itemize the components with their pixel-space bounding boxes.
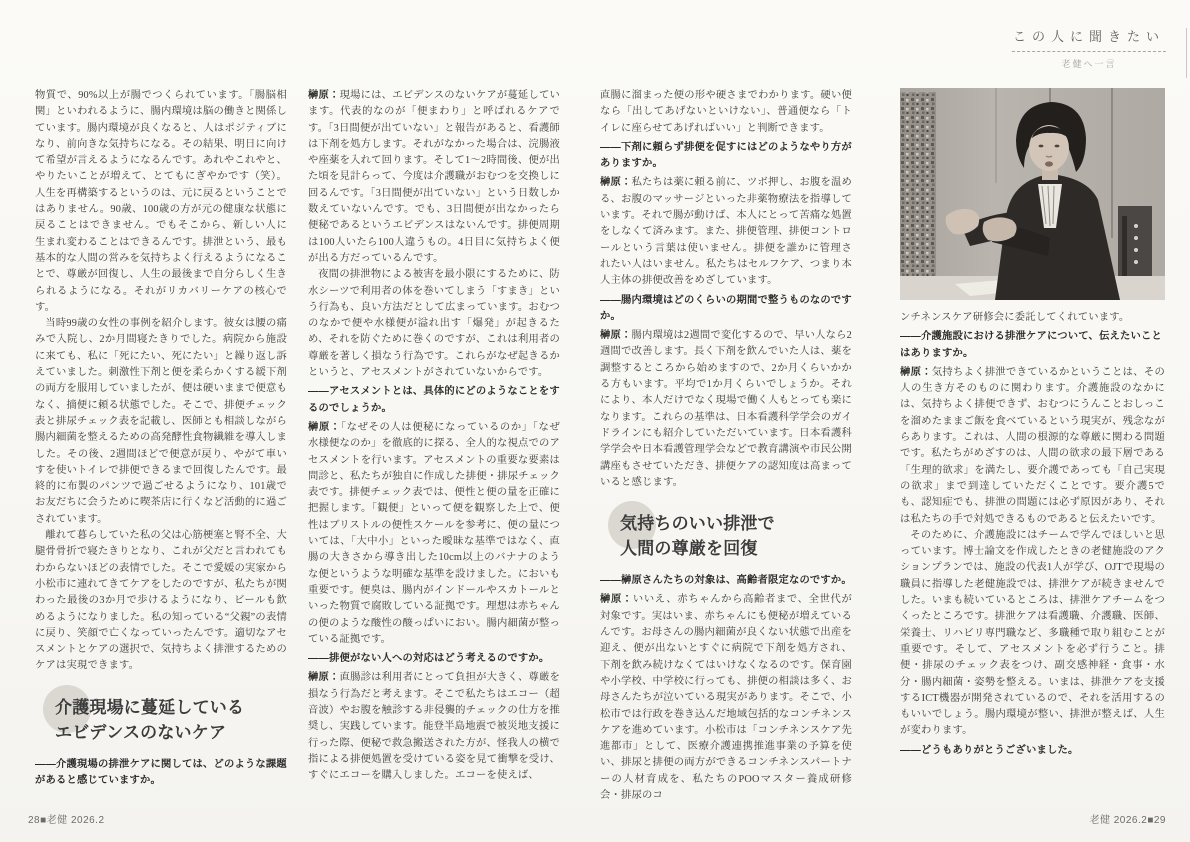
section-heading-line1: 気持ちのいい排泄で [620, 514, 775, 534]
section-heading-line2: 人間の尊厳を回復 [620, 539, 758, 559]
answer-text: 気持ちよく排泄できているかということは、その人の生き方そのものに関わります。介護施設のなかには、気持ちよく排便できず、おむつにうんことおしっこを溜めたままご飯を食べているという現実が、残念ながらあります。これは、人間の根源的な尊厳に関わる問題です。私たちがめざすのは、人間の欲求の最下層である「生理的欲求」を満たし、要介護であっても「自己実現の欲求」まで到達していただくことです。要介護5でも、認知症でも、排泄の問題には必ず原因があり、それは私たちの手で対処できるものであると伝えたいです。 [900, 366, 1165, 525]
article-column-4 [900, 88, 1165, 824]
paragraph [308, 88, 560, 267]
interview-question: ――介護現場の排泄ケアに関しては、どのような課題があると感じていますか。 [35, 758, 287, 786]
speaker-name: 榊原： [600, 177, 632, 189]
paragraph [600, 175, 852, 289]
interview-question: ――介護施設における排泄ケアについて、伝えたいことはありますか。 [900, 331, 1163, 359]
page-footer-left: 28■老健 2026.2 [28, 815, 105, 826]
paragraph: 物質で、90%以上が腸でつくられています。「腸脳相関」といわれるように、腸内環境は脳の働きと関係しています。腸内環境が良くなると、人はポジティブになり、前向きな気持ちになる。その結果、明日に向けて希望が言えるようになるんです。あれやこれやと、やりたいことが増えて、とてもにぎやかです（笑）。人生を再構築するというのは、元に戻るということではありません。90歳、100歳の方が元の健康な状態に戻ることはできません。でもそこから、新しい人に生まれ変わることはできるんです。排泄という、最も基本的な人間の営みを気持ちよく行えるようになることで、尊厳が回復し、人生の最後まで自分らしく生きられるようになる。それがリカバリーケアの核心です。 [35, 90, 287, 313]
paragraph: 夜間の排泄物による被害を最小限にするために、防水シーツで利用者の体を巻いてしまう「すまき」という行為も、良い方法だとして広まっています。おむつのなかで便や水様便が溢れ出す「爆発」が起きるため、それを防ぐために巻くのですが、これは利用者の尊厳を著しく損なう行為です。これらがなぜ起きるかというと、アセスメントがされていないからです。 [308, 269, 560, 379]
article-column-3 [600, 88, 852, 824]
answer-text: 現場には、エビデンスのないケアが蔓延しています。代表的なのが「便まわり」と呼ばれるケアです。「3日間便が出ていない」と報告があると、看護師は下剤を処方します。それがなかった場合は、浣腸液や座薬を入れて回ります。そして1〜2時間後、便が出た頃を見計らって、今度は介護職がおむつを交換しに回るんです。「3日間便が出ていない」という日数しか数えていないんです。でも、3日間便が出なかったら便秘であるというエビデンスはないんです。排便周期は100人いたら100人違うもの。4日目に気持ちよく便が出る方だっているんです。 [308, 90, 560, 264]
paragraph: そのために、介護施設にはチームで学んでほしいと思っています。博士論文を作成したときの老健施設のアクションプランでは、施設の代表1人が学び、OJTで現場の職員に指導した老健施設では、排泄ケアが続きませんでした。いまも続いているところは、排泄ケアチームをつくったところです。排泄ケアは看護職、介護職、医師、栄養士、リハビリ専門職など、多職種で取り組むことが重要です。そして、アセスメントを必ず行うこと。排便・排尿のチェック表をつけ、副交感神経・食事・水分・腸内細菌・姿勢を整える。いまは、排泄ケアを支援するICT機器が開発されているので、それを活用するのもいいでしょう。腸内環境が整い、排泄が整えば、人生が変わります。 [900, 529, 1165, 737]
paragraph: 直腸に溜まった便の形や硬さまでわかります。硬い便なら「出してあげないといけない」、普通便なら「トイレに座らせてあげればいい」と判断できます。 [600, 90, 852, 134]
speaker-name: 榊原： [900, 366, 932, 378]
section-header [1010, 26, 1168, 70]
interview-question: ――どうもありがとうございました。 [900, 744, 1079, 756]
interviewee-photo [900, 88, 1165, 300]
interview-question: ――榊原さんたちの対象は、高齢者限定なのですか。 [600, 575, 852, 587]
answer-text: 私たちは薬に頼る前に、ツボ押し、お腹を温める、お腹のマッサージといった非薬物療法を指導しています。それで腸が動けば、本人にとって苦痛な処置をしなくて済みます。また、排便管理、排便コントロールという言葉は使いません。排便を誰かに管理されたい人はいません。私たちはセルフケア、つまり本人主体の排便改善をめざしています。 [600, 177, 852, 287]
paragraph [308, 670, 560, 784]
page-title: この人に聞きたい [1012, 29, 1165, 44]
section-heading-dignity [620, 509, 852, 561]
paragraph: 当時99歳の女性の事例を紹介します。彼女は腰の痛みで入院し、2か月間寝たきりでした。病院から施設に来ても、私に「死にたい、死にたい」と繰り返し訴えていました。刺激性下剤と便を柔らかくする緩下剤の両方を服用していましたが、便は硬いままで便意もなく、摘便に頼る状態でした。そこで、排便チェック表と排尿チェック表を記載し、医師とも相談しながら腸内細菌を整えるための高発酵性食物繊維を導入しました。その後、2週間ほどで便意が戻り、やがて車いすを使いトイレで排便できるまで回復したんです。最終的に布製のパンツで過ごせるようになり、101歳でお友だちに会うために喫茶店に行くなど活動的に過ごされています。 [35, 318, 287, 525]
dashed-rule [1012, 51, 1166, 52]
paragraph [308, 420, 560, 648]
answer-text: 直腸診は利用者にとって負担が大きく、尊厳を損なう行為だと考えます。そこで私たちはエコー（超音波）やお腹を触診する非侵襲的チェックの仕方を推奨し、実践しています。能登半島地震で被災地支援に行った際、便秘で救急搬送された方が、怪我人の横で指による排便処置を受けている姿を見て衝撃を受け、すぐにエコーを購入しました。エコーを使えば、 [308, 672, 560, 782]
speaker-name: 榊原： [308, 90, 340, 101]
article-column-2 [308, 88, 560, 824]
paragraph [900, 365, 1165, 528]
speaker-name: 榊原： [600, 594, 633, 606]
speaker-name: 榊原： [600, 330, 632, 342]
edge-rule [1186, 28, 1187, 78]
page-footer-right: 老健 2026.2■29 [1089, 815, 1166, 826]
section-heading-line2: エビデンスのないケア [55, 722, 227, 742]
article-column-1 [35, 88, 287, 824]
paragraph [600, 328, 852, 491]
page-subtitle: 老健へ一言 [1061, 59, 1117, 69]
interview-question: ――下剤に頼らず排便を促すにはどのようなやり方がありますか。 [600, 141, 852, 170]
answer-text: 腸内環境は2週間で変化するので、早い人なら2週間で改善します。長く下剤を飲んでいた人は、薬を調整するところから始めますので、2か月くらいかかる方もいます。平均で1か月くらいでしょうか。それにより、本人だけでなく現場で働く人もとっても楽になります。これらの基準は、日本看護科学学会のガイドラインにも紹介していただいています。日本看護科学学会や日本看護管理学会などで教育講演や市民公開講座もさせていただき、排便ケアの認知度は高まっていると感じます。 [600, 330, 852, 488]
paragraph [600, 592, 852, 804]
interview-question: ――腸内環境はどのくらいの期間で整うものなのですか。 [600, 294, 852, 322]
speaker-name: 榊原： [308, 421, 341, 433]
paragraph: ンチネンスケア研修会に委託してくれています。 [900, 312, 1130, 323]
answer-text: 「なぜその人は便秘になっているのか」「なぜ水様便なのか」を徹底的に探る、全人的な視点でのアセスメントを行います。アセスメントの重要な要素は問診と、私たちが独自に作成した排便・排尿チェック表です。排便チェック表では、便性と便の量を正確に把握します。「観便」といって便を観察した上で、便性はブリストルの便性スケールを参考に、便の量については、「大中小」といった曖昧な基準ではなく、直腸の大きさから導き出した10cm以上のバナナのような便というような明確な基準を設けました。においも重要です。便臭は、腸内がインドールやスカトールといった物質で腐敗している証拠です。理想は赤ちゃんの便のような酸性の酸っぱいにおい。腸内細菌が整っている証拠です。 [308, 421, 560, 645]
answer-text: いいえ、赤ちゃんから高齢者まで、全世代が対象です。実はいま、赤ちゃんにも便秘が増えているんです。お母さんの腸内細菌が良くない状態で出産を迎え、便が出ないとすぐに病院で下剤を処方され、下剤を飲み続けなくてはいけなくなるのです。保育園や小学校、中学校に行っても、排便の相談は多く、お母さんたちが泣いている現実があります。そこで、小松市では行政を巻き込んだ地域包括的なコンチネンスケアを進めています。小松市は「コンチネンスケア先進都市」として、医療介護連携推進事業の予算を使い、排尿と排便の両方ができるコンチネンスパートナーの人材育成を、私たちのPOOマスター養成研修会・排尿のコ [600, 594, 852, 801]
interview-question: ――アセスメントとは、具体的にどのようなことをするのでしょうか。 [308, 386, 560, 414]
interview-question: ――排便がない人への対応はどう考えるのですか。 [308, 653, 550, 665]
speaker-name: 榊原： [308, 672, 340, 684]
section-heading-evidence [55, 693, 287, 745]
section-heading-line1: 介護現場に蔓延している [55, 697, 245, 717]
paragraph: 離れて暮らしていた私の父は心筋梗塞と腎不全、大腿骨骨折で寝たきりとなり、これが父だと言われてもわからないほどの表情でした。そこで愛媛の実家から小松市に連れてきてケアをしたのですが、私たちが関わった最後の3か月で歩けるようになり、ビールも飲めるようになりました。私の知っている“父親”の表情に戻り、笑顔で亡くなっていったんです。適切なアセスメントとケアの選択で、気持ちよく排泄するためのケアは実現できます。 [35, 530, 287, 672]
